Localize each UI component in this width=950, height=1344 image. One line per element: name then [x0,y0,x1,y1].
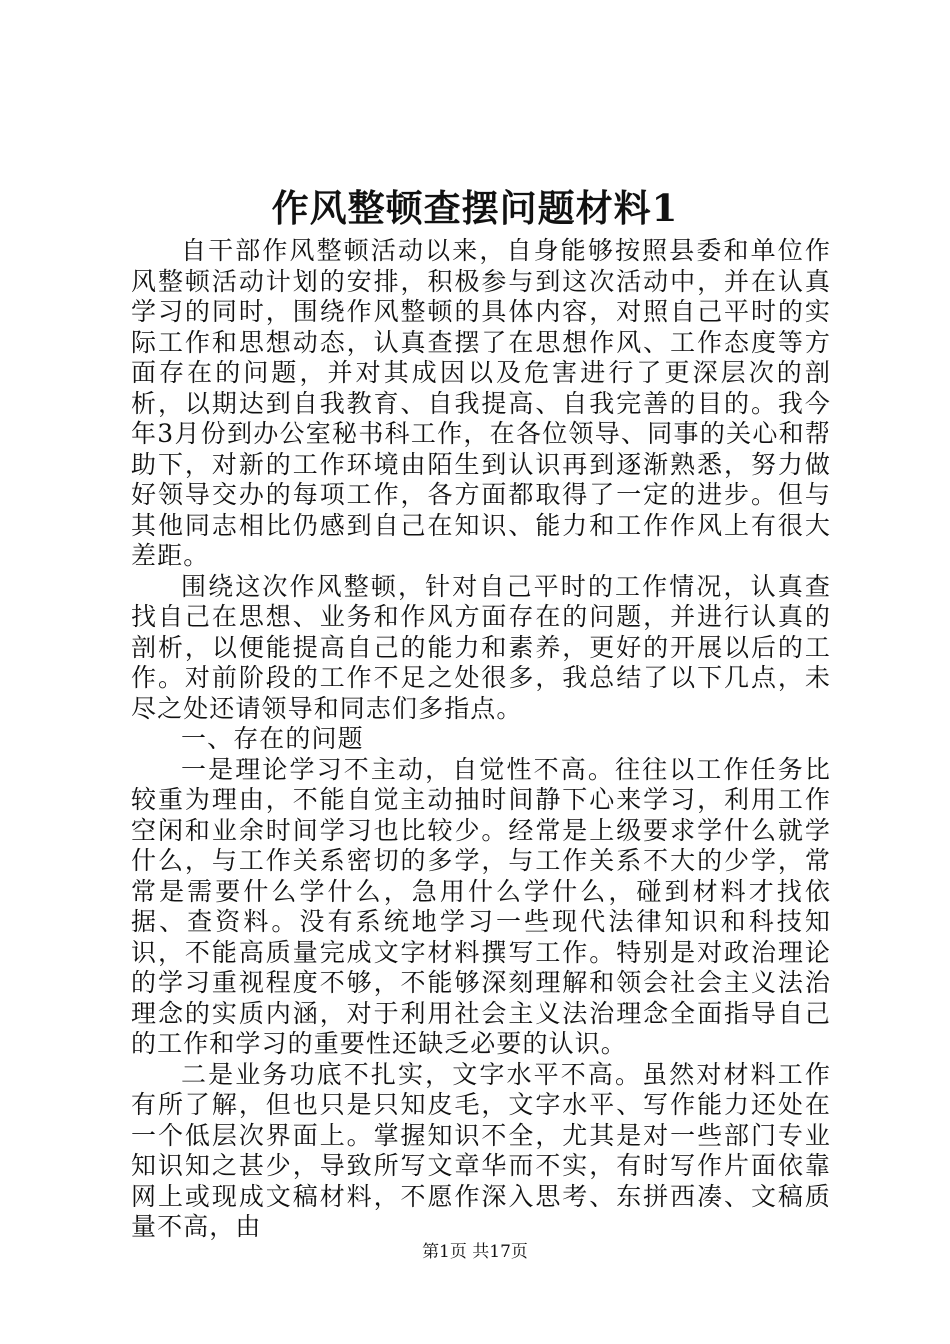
paragraph: 自干部作风整顿活动以来，自身能够按照县委和单位作风整顿活动计划的安排，积极参与到这次活动中，并在认真学习的同时，围绕作风整顿的具体内容，对照自己平时的实际工作和思想动态，认真查摆了在思想作风、工作态度等方面存在的问题，并对其成因以及危害进行了更深层次的剖析，以期达到自我教育、自我提高、自我完善的目的。我今年3月份到办公室秘书科工作，在各位领导、同事的关心和帮助下，对新的工作环境由陌生到认识再到逐渐熟悉，努力做好领导交办的每项工作，各方面都取得了一定的进步。但与其他同志相比仍感到自己在知识、能力和工作作风上有很大差距。 [131,236,831,570]
page-number-footer: 第1页 共17页 [422,1242,528,1262]
paragraph: 一是理论学习不主动，自觉性不高。往往以工作任务比较重为理由，不能自觉主动抽时间静下心来学习，利用工作空闲和业余时间学习也比较少。经常是上级要求学什么就学什么，与工作关系密切的多学，与工作关系不大的少学，常常是需要什么学什么，急用什么学什么，碰到材料才找依据、查资料。没有系统地学习一些现代法律知识和科技知识，不能高质量完成文字材料撰写工作。特别是对政治理论的学习重视程度不够，不能够深刻理解和领会社会主义法治理念的实质内涵，对于利用社会主义法治理念全面指导自己的工作和学习的重要性还缺乏必要的认识。 [131,754,831,1058]
paragraph: 围绕这次作风整顿，针对自己平时的工作情况，认真查找自己在思想、业务和作风方面存在的问题，并进行认真的剖析，以便能提高自己的能力和素养，更好的开展以后的工作。对前阶段的工作不足之处很多，我总结了以下几点，未尽之处还请领导和同志们多指点。 [131,571,831,723]
document-body [131,236,831,1243]
section-heading: 一、存在的问题 [181,724,364,753]
paragraph: 二是业务功底不扎实，文字水平不高。虽然对材料工作有所了解，但也只是只知皮毛，文字水平、写作能力还处在一个低层次界面上。掌握知识不全，尤其是对一些部门专业知识知之甚少，导致所写文章华而不实，有时写作片面依靠网上或现成文稿材料，不愿作深入思考、东拼西凑、文稿质量不高，由 [131,1059,831,1241]
document-title: 作风整顿查摆问题材料1 [271,186,679,230]
